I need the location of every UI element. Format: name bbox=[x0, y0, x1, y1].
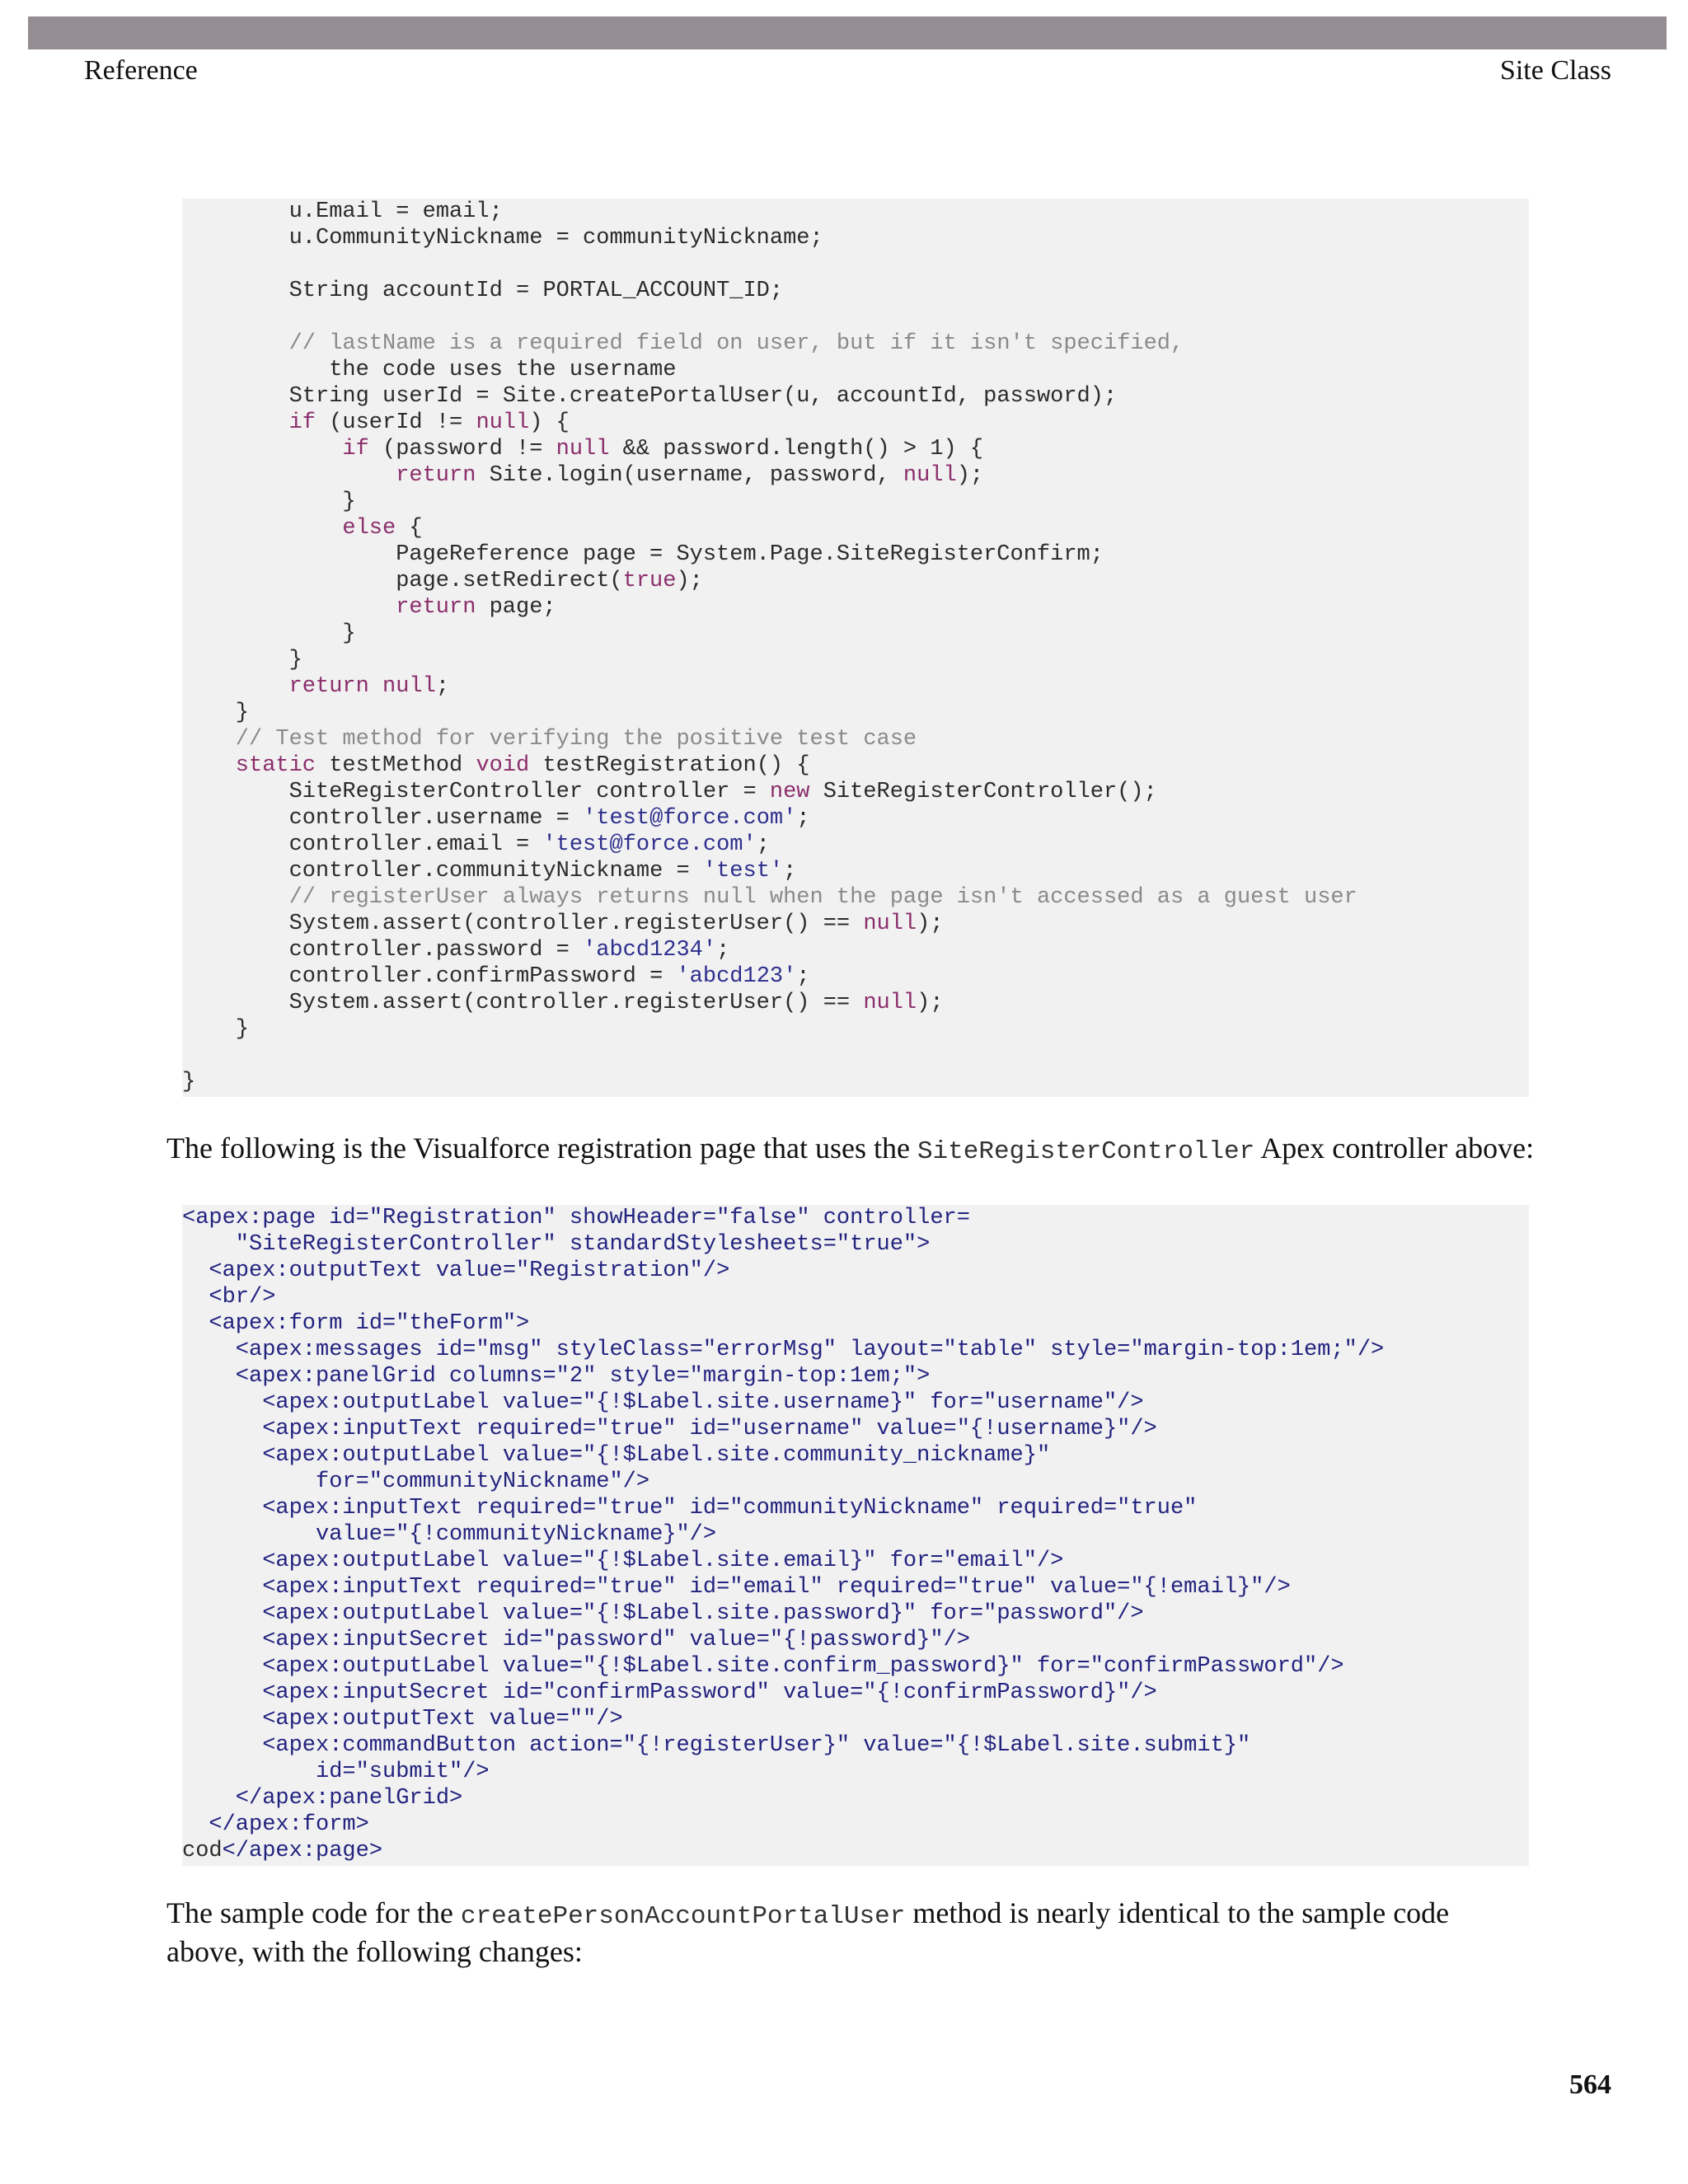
code-token: <apex:outputLabel value="{!$Label.site.community_nickname}" bbox=[262, 1443, 1051, 1468]
code-token: ; bbox=[716, 938, 730, 963]
code-token: static bbox=[235, 753, 316, 778]
code-token: // Test method for verifying the positive test case bbox=[235, 727, 917, 752]
code-token: // registerUser always returns null when the page isn't accessed as a guest user bbox=[288, 885, 1357, 910]
code-token: <apex:outputLabel value="{!$Label.site.confirm_password}" for="confirmPassword"/> bbox=[262, 1654, 1344, 1679]
code-token: page.setRedirect( bbox=[396, 569, 623, 593]
code-token: page; bbox=[476, 595, 556, 620]
code-token: testMethod bbox=[316, 753, 476, 778]
code-line bbox=[289, 884, 1357, 911]
code-token: controller.username = bbox=[288, 806, 584, 831]
code-line bbox=[262, 1706, 622, 1732]
code-token: u.Email = email; bbox=[288, 199, 503, 224]
code-token: ); bbox=[676, 569, 703, 593]
code-token: </apex:form> bbox=[209, 1812, 369, 1837]
code-token: <apex:inputSecret id="confirmPassword" value="{!confirmPassword}"/> bbox=[262, 1680, 1157, 1705]
code-token: null bbox=[556, 437, 610, 462]
code-token: 'test@force.com' bbox=[583, 806, 797, 831]
code-token: controller.email = bbox=[288, 832, 543, 857]
code-token: Site.login(username, password, bbox=[476, 463, 903, 488]
code-token: true bbox=[622, 569, 677, 593]
code-token: 'test' bbox=[702, 859, 784, 883]
code-token: <apex:panelGrid columns="2" style="margin-top:1em;"> bbox=[235, 1364, 931, 1389]
code-token: controller.communityNickname = bbox=[288, 859, 703, 883]
code-token: } bbox=[182, 1070, 196, 1094]
code-token: System.assert(controller.registerUser() == bbox=[288, 991, 864, 1015]
paragraph-person-account-note bbox=[166, 1896, 1535, 1969]
code-line bbox=[316, 1469, 649, 1495]
code-line bbox=[182, 1838, 382, 1864]
code-token: <apex:outputText value="Registration"/> bbox=[209, 1258, 730, 1283]
code-token: ; bbox=[756, 832, 770, 857]
code-token: null bbox=[382, 674, 436, 699]
code-block-visualforce-page bbox=[182, 1205, 1529, 1866]
code-line bbox=[289, 673, 449, 700]
code-token: <br/> bbox=[209, 1285, 276, 1310]
paragraph-text: The sample code for the bbox=[166, 1896, 461, 1929]
code-line bbox=[289, 225, 823, 251]
code-line bbox=[262, 1574, 1291, 1601]
code-line bbox=[262, 1601, 1143, 1627]
code-token: for="communityNickname"/> bbox=[316, 1469, 650, 1494]
code-line bbox=[236, 726, 917, 752]
code-token: } bbox=[235, 701, 249, 725]
code-line bbox=[289, 647, 302, 673]
code-token: ); bbox=[917, 912, 944, 936]
code-line bbox=[262, 1548, 1063, 1574]
code-token: else bbox=[342, 516, 396, 541]
code-token: <apex:inputText required="true" id="email" required="true" value="{!email}"/> bbox=[262, 1575, 1291, 1600]
code-token: controller.confirmPassword = bbox=[288, 964, 677, 989]
code-token: <apex:outputLabel value="{!$Label.site.email}" for="email"/> bbox=[262, 1549, 1064, 1573]
code-token: cod bbox=[182, 1839, 223, 1863]
code-token: void bbox=[476, 753, 530, 778]
code-line bbox=[316, 1521, 716, 1548]
code-token: ) { bbox=[529, 410, 570, 435]
code-token: 'abcd123' bbox=[676, 964, 797, 989]
code-token: <apex:messages id="msg" styleClass="errorMsg" layout="table" style="margin-top:1em;"/> bbox=[235, 1338, 1385, 1362]
header-chapter-title: Site Class bbox=[1499, 55, 1611, 86]
inline-code: SiteRegisterController bbox=[917, 1137, 1255, 1166]
code-token: } bbox=[288, 648, 302, 673]
code-line bbox=[182, 1205, 970, 1231]
code-line bbox=[236, 752, 810, 779]
code-line bbox=[289, 199, 503, 225]
code-line bbox=[342, 436, 983, 462]
code-line bbox=[262, 1495, 1197, 1521]
code-token: SiteRegisterController controller = bbox=[288, 780, 770, 804]
code-line bbox=[236, 1785, 462, 1811]
code-block-apex-controller bbox=[182, 199, 1529, 1097]
code-token: <apex:outputLabel value="{!$Label.site.password}" for="password"/> bbox=[262, 1601, 1144, 1626]
code-token: String accountId = PORTAL_ACCOUNT_ID; bbox=[288, 279, 784, 303]
code-token: ; bbox=[796, 964, 810, 989]
code-line bbox=[289, 832, 770, 858]
code-token: (password != bbox=[368, 437, 556, 462]
code-line bbox=[262, 1732, 1250, 1759]
code-line bbox=[289, 937, 730, 963]
code-line bbox=[289, 911, 944, 937]
code-token: <apex:page id="Registration" showHeader="false" controller= bbox=[182, 1206, 970, 1230]
code-token: { bbox=[396, 516, 423, 541]
code-line bbox=[236, 1231, 931, 1258]
code-line bbox=[342, 621, 355, 647]
code-token: </apex:page> bbox=[222, 1839, 383, 1863]
code-token: PageReference page = System.Page.SiteRegisterConfirm; bbox=[396, 542, 1104, 567]
code-token: return bbox=[288, 674, 369, 699]
code-line bbox=[342, 489, 355, 515]
code-token: the code uses the username bbox=[329, 358, 677, 382]
page-number: 564 bbox=[1569, 2069, 1611, 2100]
code-line bbox=[342, 515, 422, 541]
code-token: ); bbox=[917, 991, 944, 1015]
code-line bbox=[262, 1390, 1143, 1416]
code-line bbox=[182, 1069, 195, 1095]
code-line bbox=[329, 357, 676, 383]
code-line bbox=[289, 330, 1184, 357]
code-token: (userId != bbox=[316, 410, 476, 435]
code-token: <apex:form id="theForm"> bbox=[209, 1311, 530, 1336]
code-token: // lastName is a required field on user, but if it isn't specified, bbox=[288, 331, 1184, 356]
code-line bbox=[289, 990, 944, 1016]
code-line bbox=[396, 568, 703, 594]
code-token: if bbox=[288, 410, 316, 435]
code-line bbox=[262, 1442, 1050, 1469]
code-line bbox=[236, 1016, 249, 1043]
code-token: String userId = Site.createPortalUser(u, accountId, password); bbox=[288, 384, 1118, 409]
code-line bbox=[262, 1627, 970, 1653]
code-token: <apex:inputText required="true" id="username" value="{!username}"/> bbox=[262, 1417, 1157, 1441]
code-line bbox=[209, 1284, 275, 1310]
code-line bbox=[209, 1310, 529, 1337]
code-token: u.CommunityNickname = communityNickname; bbox=[288, 226, 823, 251]
code-token bbox=[369, 674, 382, 699]
code-line bbox=[236, 1363, 931, 1390]
code-line bbox=[289, 383, 1118, 410]
code-token: </apex:panelGrid> bbox=[235, 1786, 463, 1811]
code-line bbox=[262, 1416, 1157, 1442]
code-token: } bbox=[235, 1017, 249, 1042]
code-line bbox=[316, 1759, 490, 1785]
code-line bbox=[289, 963, 810, 990]
code-token: null bbox=[903, 463, 957, 488]
code-line bbox=[262, 1680, 1157, 1706]
code-line bbox=[209, 1811, 368, 1838]
code-line bbox=[289, 805, 810, 832]
inline-code: createPersonAccountPortalUser bbox=[460, 1902, 906, 1931]
code-line bbox=[209, 1258, 729, 1284]
code-line bbox=[396, 594, 556, 621]
paragraph-text: method is nearly identical to the sample code above, with the following changes: bbox=[166, 1896, 1450, 1968]
code-token: value="{!communityNickname}"/> bbox=[316, 1522, 717, 1547]
code-token: } bbox=[342, 621, 356, 646]
code-token: new bbox=[769, 780, 810, 804]
code-token: <apex:outputText value=""/> bbox=[262, 1707, 623, 1732]
code-token: <apex:outputLabel value="{!$Label.site.username}" for="username"/> bbox=[262, 1390, 1144, 1415]
paragraph-text: Apex controller above: bbox=[1254, 1132, 1535, 1165]
code-line bbox=[262, 1653, 1343, 1680]
header-band bbox=[28, 16, 1667, 49]
code-token: null bbox=[863, 991, 917, 1015]
code-token: return bbox=[396, 595, 476, 620]
code-token: ; bbox=[435, 674, 450, 699]
paragraph-text: The following is the Visualforce registration page that uses the bbox=[166, 1132, 917, 1165]
code-token: ; bbox=[796, 806, 810, 831]
code-token: if bbox=[342, 437, 369, 462]
code-line bbox=[236, 700, 249, 726]
code-token: controller.password = bbox=[288, 938, 584, 963]
code-token: "SiteRegisterController" standardStylesheets="true"> bbox=[235, 1232, 931, 1257]
code-token: <apex:inputText required="true" id="communityNickname" required="true" bbox=[262, 1496, 1198, 1521]
paragraph-visualforce-intro bbox=[166, 1131, 1535, 1169]
code-line bbox=[289, 858, 797, 884]
code-line bbox=[289, 779, 1157, 805]
header-section-title: Reference bbox=[84, 55, 198, 86]
code-token: 'abcd1234' bbox=[583, 938, 717, 963]
code-token: System.assert(controller.registerUser() == bbox=[288, 912, 864, 936]
code-token: return bbox=[396, 463, 476, 488]
code-token: null bbox=[863, 912, 917, 936]
code-token: SiteRegisterController(); bbox=[809, 780, 1157, 804]
code-token: null bbox=[476, 410, 530, 435]
code-line bbox=[289, 410, 570, 436]
code-token: <apex:inputSecret id="password" value="{!password}"/> bbox=[262, 1628, 970, 1652]
code-line bbox=[396, 541, 1104, 568]
code-line bbox=[396, 462, 983, 489]
code-token: id="submit"/> bbox=[316, 1760, 490, 1784]
code-token: && password.length() > 1) { bbox=[609, 437, 984, 462]
code-token: 'test@force.com' bbox=[542, 832, 757, 857]
code-line bbox=[289, 278, 784, 304]
code-token: ; bbox=[783, 859, 797, 883]
code-token: <apex:commandButton action="{!registerUser}" value="{!$Label.site.submit}" bbox=[262, 1733, 1251, 1758]
code-line bbox=[236, 1337, 1384, 1363]
code-token: testRegistration() { bbox=[529, 753, 810, 778]
code-token: } bbox=[342, 490, 356, 514]
code-token: ); bbox=[956, 463, 984, 488]
